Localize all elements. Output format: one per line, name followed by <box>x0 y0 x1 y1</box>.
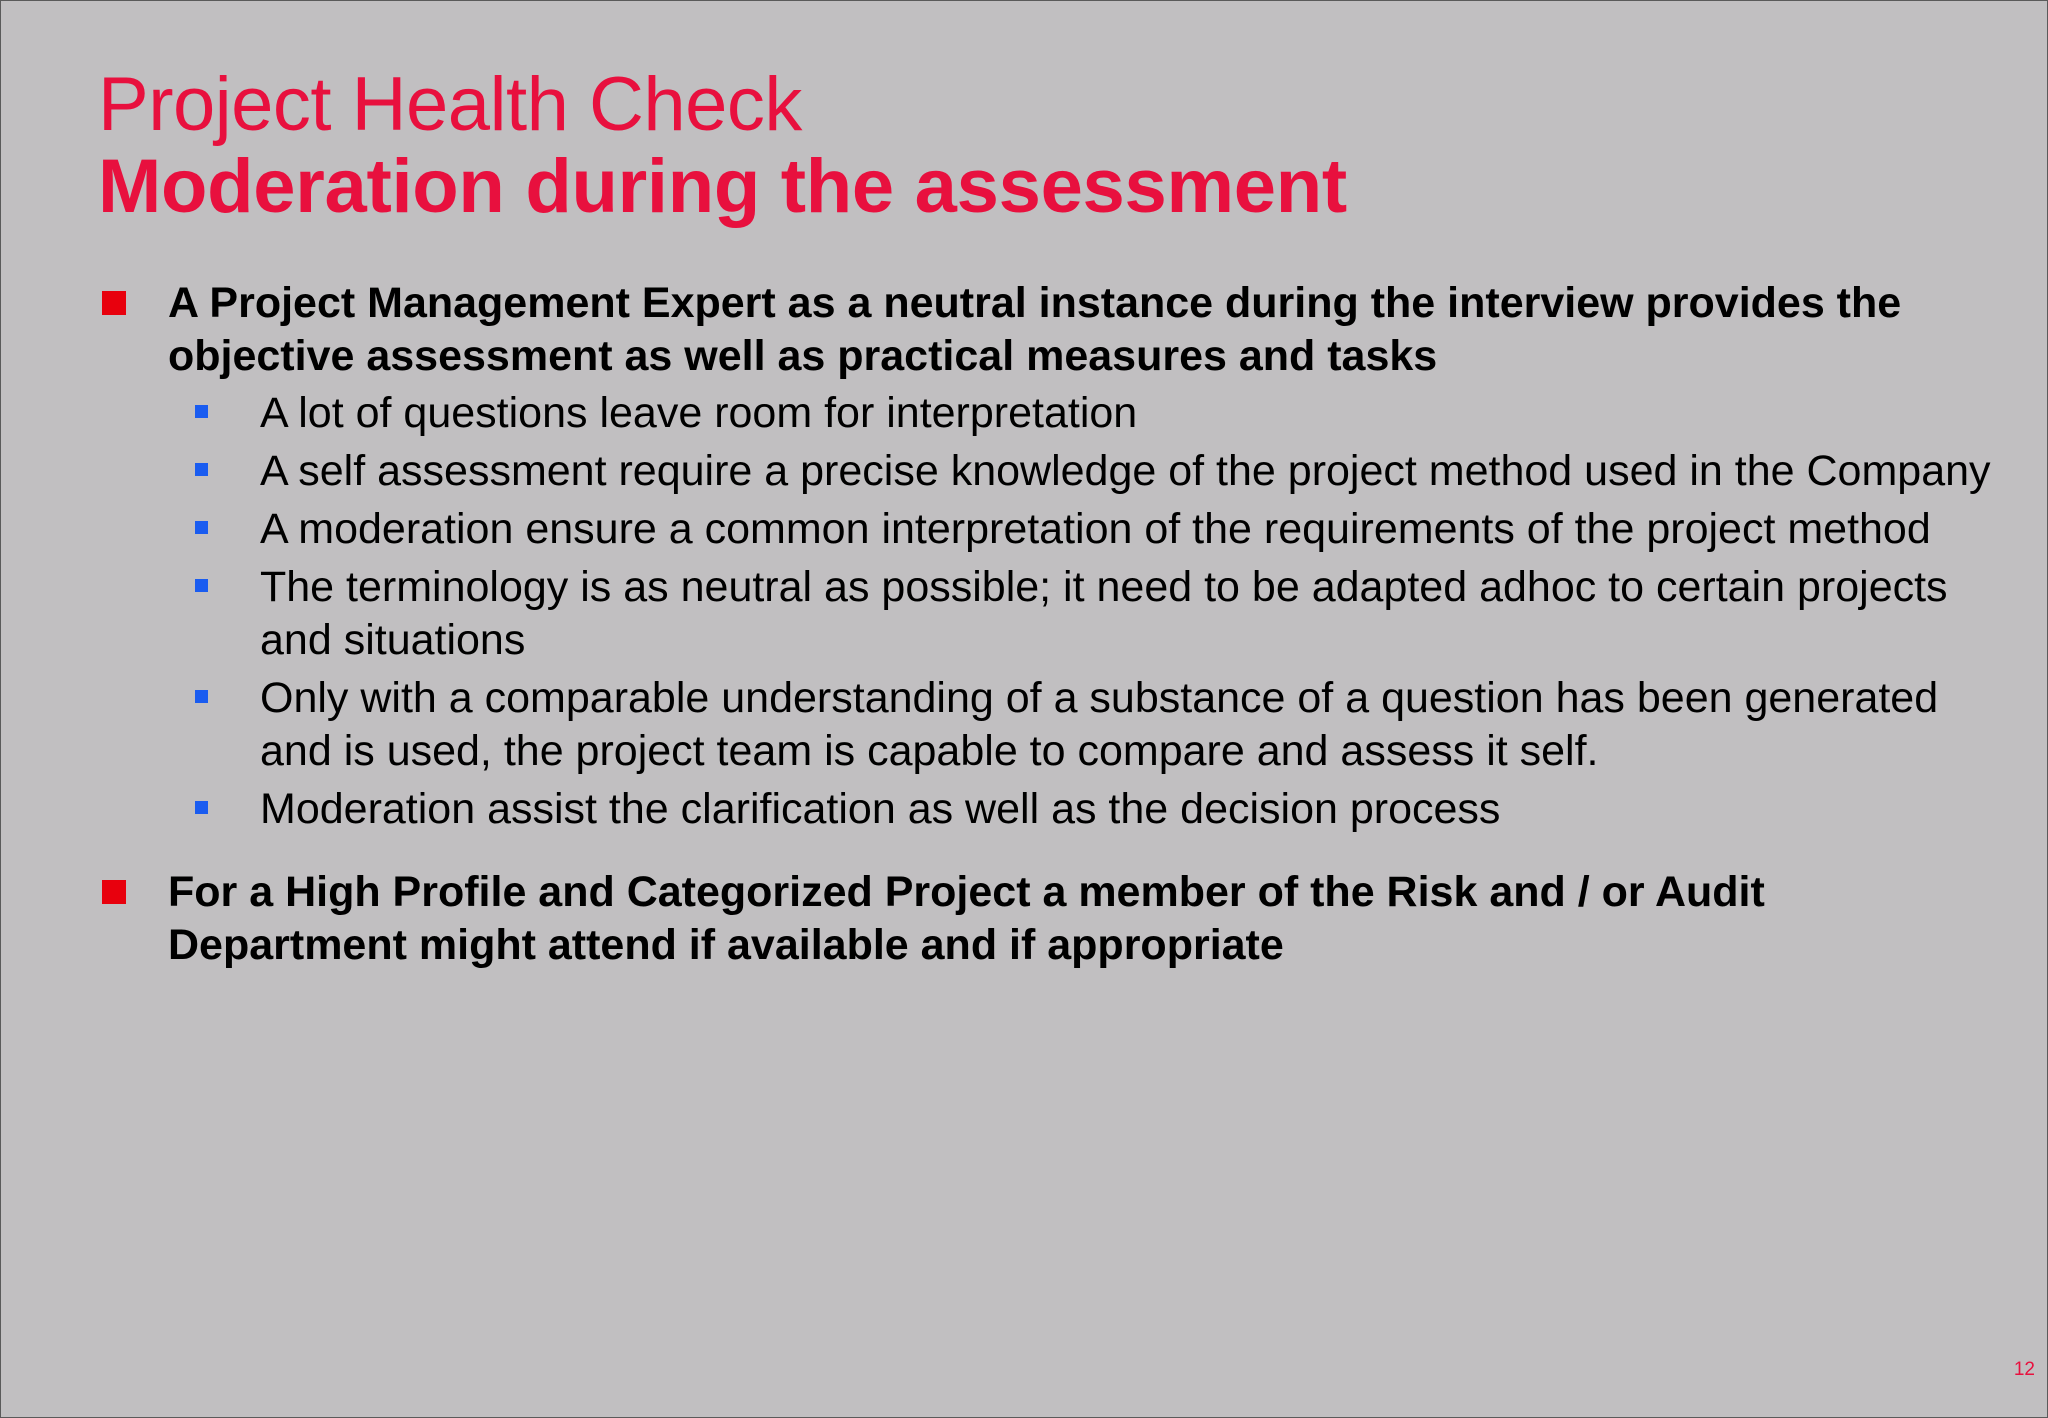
sub-bullet-item-1 <box>98 387 1998 440</box>
slide-title <box>98 62 1347 229</box>
square-bullet-icon <box>102 291 126 315</box>
sub-bullet-text: A self assessment require a precise knowledge of the project method used in the Company <box>260 447 1991 495</box>
square-bullet-icon <box>195 463 208 476</box>
title-line-1: Project Health Check <box>98 62 802 147</box>
square-bullet-icon <box>195 801 208 814</box>
sub-bullet-list <box>98 387 1998 836</box>
bullet-item-1 <box>98 277 1998 383</box>
sub-bullet-text: The terminology is as neutral as possible; it need to be adapted adhoc to certain projects and situations <box>260 563 1948 664</box>
square-bullet-icon <box>195 690 208 703</box>
sub-bullet-item-6 <box>98 783 1998 836</box>
bullet-text: A Project Management Expert as a neutral instance during the interview provides the objective assessment as well as practical measures and tasks <box>168 279 1902 380</box>
sub-bullet-text: Only with a comparable understanding of a substance of a question has been generated and is used, the project team is capable to compare and assess it self. <box>260 674 1939 775</box>
square-bullet-icon <box>195 579 208 592</box>
sub-bullet-text: A lot of questions leave room for interpretation <box>260 389 1138 437</box>
page-number: 12 <box>2013 1359 2035 1380</box>
square-bullet-icon <box>195 521 208 534</box>
sub-bullet-item-4 <box>98 561 1998 667</box>
square-bullet-icon <box>195 405 208 418</box>
bullet-text: For a High Profile and Categorized Project a member of the Risk and / or Audit Department might attend if available and if appropriate <box>168 868 1765 969</box>
sub-bullet-item-3 <box>98 503 1998 556</box>
bullet-item-2 <box>98 866 1998 972</box>
sub-bullet-item-2 <box>98 445 1998 498</box>
sub-bullet-item-5 <box>98 672 1998 778</box>
sub-bullet-text: Moderation assist the clarification as well as the decision process <box>260 785 1501 833</box>
square-bullet-icon <box>102 880 126 904</box>
sub-bullet-text: A moderation ensure a common interpretation of the requirements of the project method <box>260 505 1931 553</box>
bullet-list <box>98 277 1998 972</box>
title-line-2: Moderation during the assessment <box>98 144 1347 229</box>
